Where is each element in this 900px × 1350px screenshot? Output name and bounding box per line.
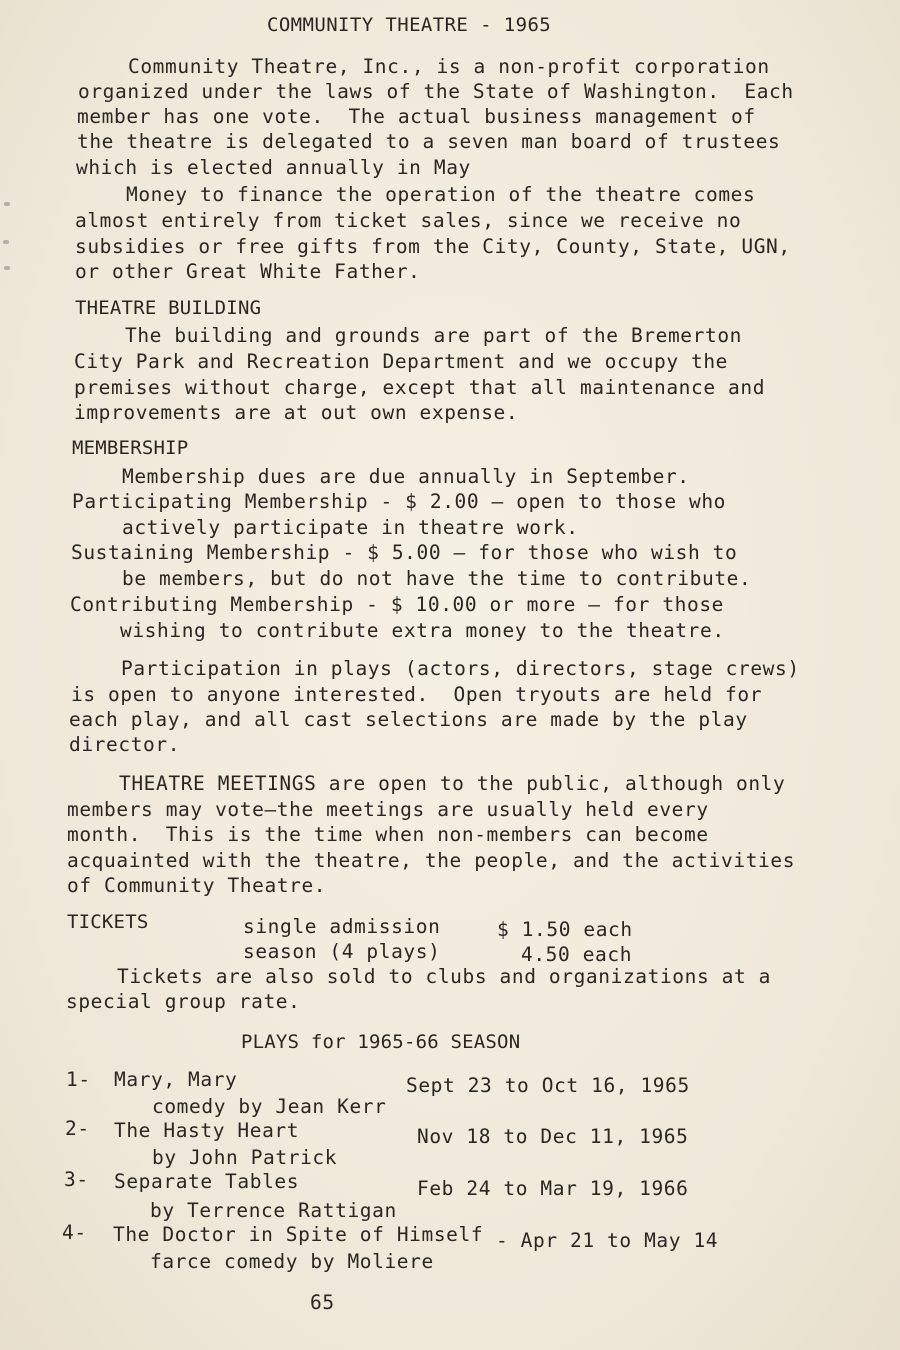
participation-line: director.: [69, 733, 181, 756]
building-line: The building and grounds are part of the Bremerton: [125, 324, 742, 347]
building-line: City Park and Recreation Department and we occupy the: [74, 350, 729, 373]
ticket-price: $ 1.50 each: [497, 918, 633, 941]
play-dates: - Apr 21 to May 14: [496, 1229, 719, 1252]
ticket-price: 4.50 each: [521, 943, 633, 966]
meetings-line: THEATRE MEETINGS are open to the public, although only: [119, 772, 786, 795]
building-line: improvements are at out own expense.: [74, 401, 519, 424]
play-number: 3-: [64, 1168, 89, 1191]
binding-mark: [4, 202, 10, 206]
play-dates: Sept 23 to Oct 16, 1965: [406, 1074, 690, 1097]
meetings-line: month. This is the time when non-members can become: [67, 823, 709, 846]
participation-line: each play, and all cast selections are made by the play: [69, 708, 748, 731]
play-dates: Feb 24 to Mar 19, 1966: [417, 1177, 689, 1200]
binding-mark: [3, 240, 9, 244]
play-number: 1-: [66, 1068, 91, 1091]
meetings-line: acquainted with the theatre, the people, and the activities: [67, 849, 796, 872]
intro-line: Money to finance the operation of the theatre comes: [126, 183, 756, 206]
play-title: The Hasty Heart: [114, 1119, 300, 1142]
play-title: Mary, Mary: [114, 1068, 238, 1091]
participation-line: Participation in plays (actors, directors, stage crews): [121, 657, 800, 680]
section-heading-membership: MEMBERSHIP: [72, 437, 189, 459]
ticket-label: season (4 plays): [243, 940, 441, 963]
meetings-line: members may vote—the meetings are usually held every: [67, 798, 709, 821]
section-heading-tickets: TICKETS: [67, 911, 149, 933]
intro-line: subsidies or free gifts from the City, County, State, UGN,: [75, 235, 791, 258]
meetings-line: of Community Theatre.: [67, 874, 327, 897]
plays-heading: PLAYS for 1965-66 SEASON: [241, 1031, 521, 1053]
membership-line: wishing to contribute extra money to the theatre.: [120, 619, 725, 642]
intro-line: or other Great White Father.: [75, 260, 421, 283]
ticket-label: single admission: [243, 915, 441, 938]
play-author: by Terrence Rattigan: [150, 1199, 397, 1222]
membership-line: Membership dues are due annually in September.: [122, 465, 690, 488]
section-heading-building: THEATRE BUILDING: [75, 297, 262, 319]
participation-line: is open to anyone interested. Open tryouts are held for: [71, 683, 763, 706]
intro-line: almost entirely from ticket sales, since we receive no: [75, 209, 742, 232]
membership-line: be members, but do not have the time to contribute.: [122, 567, 752, 590]
binding-mark: [4, 266, 10, 270]
play-author: by John Patrick: [152, 1146, 338, 1169]
play-number: 2-: [65, 1117, 90, 1140]
play-number: 4-: [62, 1221, 87, 1244]
intro-line: which is elected annually in May: [76, 156, 471, 179]
play-title: The Doctor in Spite of Himself: [113, 1223, 484, 1246]
intro-line: the theatre is delegated to a seven man board of trustees: [77, 130, 781, 153]
intro-line: member has one vote. The actual business management of: [77, 105, 756, 128]
page-title: COMMUNITY THEATRE - 1965: [267, 14, 552, 36]
building-line: premises without charge, except that all maintenance and: [74, 376, 766, 399]
intro-line: organized under the laws of the State of Washington. Each: [78, 80, 794, 103]
play-author: farce comedy by Moliere: [150, 1250, 434, 1273]
play-title: Separate Tables: [114, 1170, 300, 1193]
play-dates: Nov 18 to Dec 11, 1965: [417, 1125, 689, 1148]
membership-line: actively participate in theatre work.: [122, 516, 579, 539]
tickets-note-line: Tickets are also sold to clubs and organizations at a: [117, 965, 772, 988]
membership-line: Contributing Membership - $ 10.00 or more — for those: [70, 593, 725, 616]
page-number: 65: [310, 1291, 335, 1314]
play-author: comedy by Jean Kerr: [152, 1095, 387, 1118]
membership-line: Participating Membership - $ 2.00 — open to those who: [72, 490, 727, 513]
membership-line: Sustaining Membership - $ 5.00 — for those who wish to: [71, 541, 738, 564]
intro-line: Community Theatre, Inc., is a non-profit corporation: [128, 55, 770, 78]
tickets-note-line: special group rate.: [66, 990, 301, 1013]
